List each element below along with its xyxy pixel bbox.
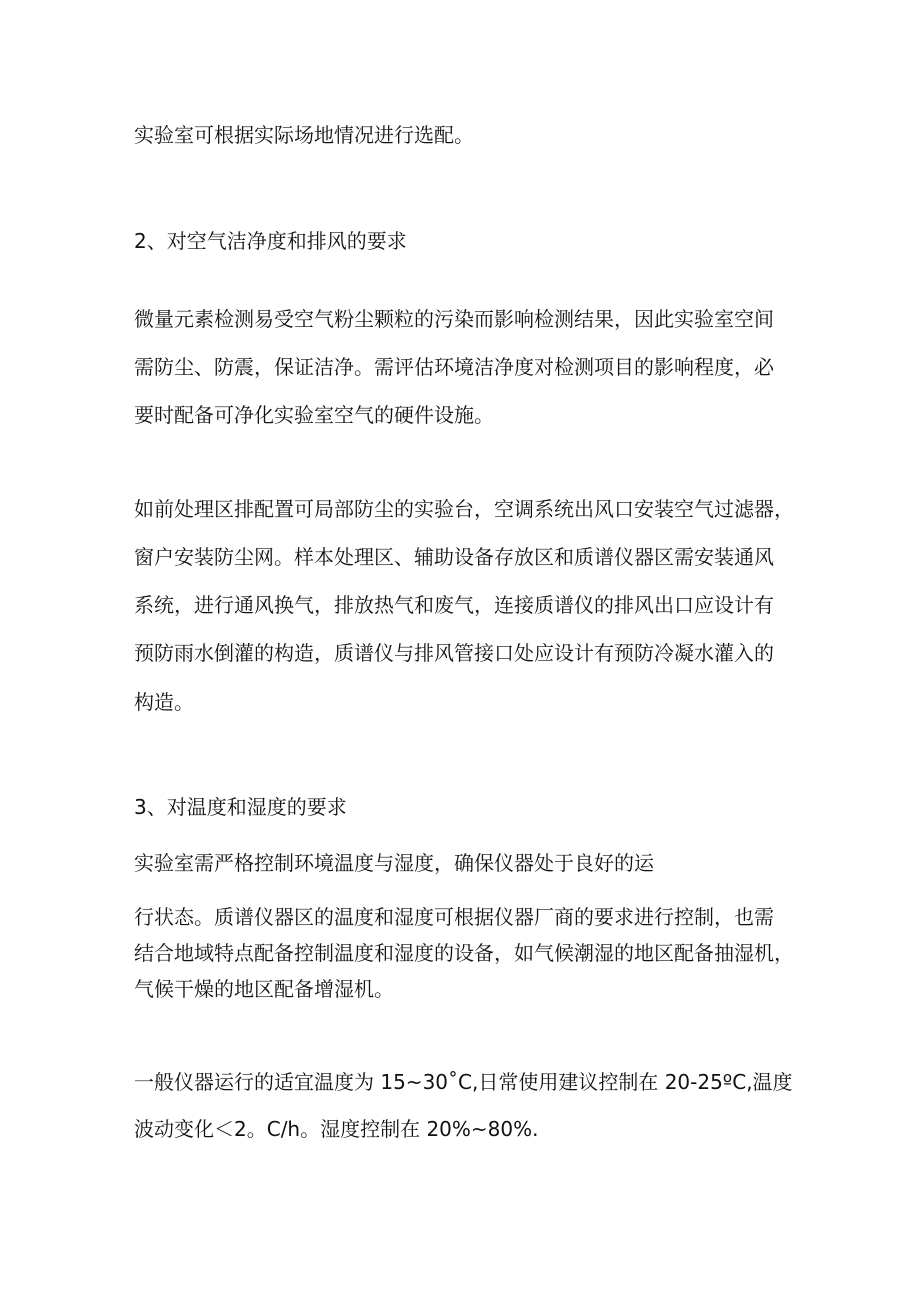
paragraph-line: 预防雨水倒灌的构造，质谱仪与排风管接口处应设计有预防冷凝水灌入的 (134, 641, 774, 665)
paragraph-line: 实验室可根据实际场地情况进行选配。 (134, 123, 474, 147)
paragraph-line: 结合地域特点配备控制温度和湿度的设备，如气候潮湿的地区配备抽湿机， (134, 941, 794, 965)
paragraph-line: 如前处理区排配置可局部防尘的实验台，空调系统出风口安装空气过滤器， (134, 497, 794, 521)
section-heading: 3、对温度和湿度的要求 (134, 795, 347, 819)
section-heading: 2、对空气洁净度和排风的要求 (134, 229, 407, 253)
paragraph-line: 一般仪器运行的适宜温度为 15~30˚C,日常使用建议控制在 20-25ºC,温度 (134, 1070, 793, 1094)
paragraph-line: 系统，进行通风换气，排放热气和废气，连接质谱仪的排风出口应设计有 (134, 593, 774, 617)
paragraph-line: 要时配备可净化实验室空气的硬件设施。 (134, 403, 494, 427)
paragraph-line: 行状态。质谱仪器区的温度和湿度可根据仪器厂商的要求进行控制，也需 (134, 905, 774, 929)
paragraph-line: 气候干燥的地区配备增湿机。 (134, 977, 394, 1001)
paragraph-line: 构造。 (134, 690, 194, 714)
paragraph-line: 窗户安装防尘网。样本处理区、辅助设备存放区和质谱仪器区需安装通风 (134, 545, 774, 569)
paragraph-line: 微量元素检测易受空气粉尘颗粒的污染而影响检测结果，因此实验室空间 (134, 307, 774, 331)
paragraph-line: 实验室需严格控制环境温度与湿度，确保仪器处于良好的运 (134, 851, 654, 875)
paragraph-line: 需防尘、防震，保证洁净。需评估环境洁净度对检测项目的影响程度，必 (134, 355, 774, 379)
paragraph-line: 波动变化＜2。C/h。湿度控制在 20%~80%. (134, 1117, 539, 1141)
